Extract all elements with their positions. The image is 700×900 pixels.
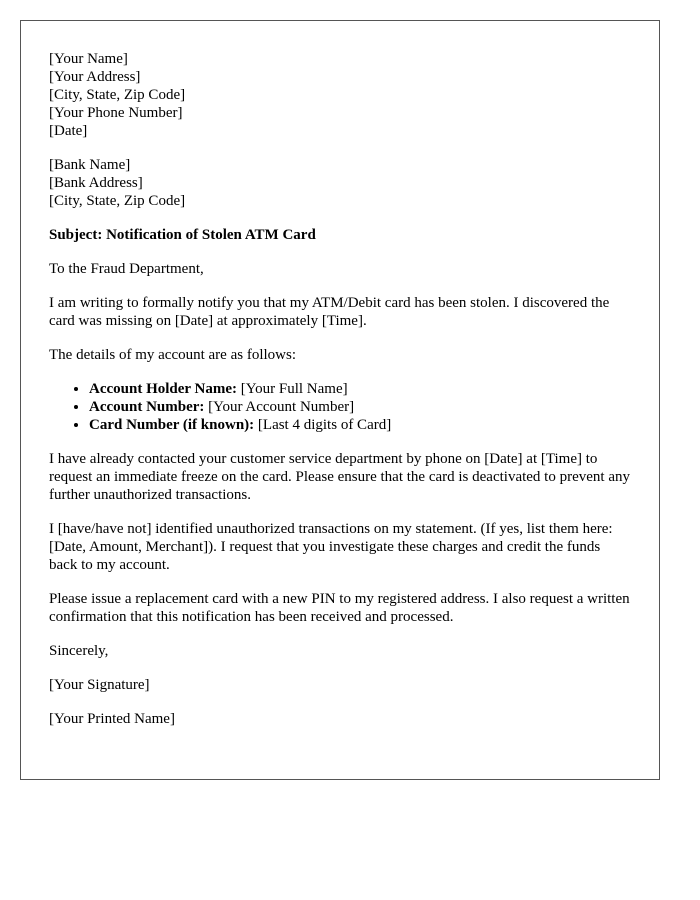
list-item bbox=[89, 416, 631, 434]
contact-paragraph: I have already contacted your customer service department by phone on [Date] at [Time] to request an immediate freeze on the card. Please ensure that the card is deactivated to prevent any further unauthorized transactions. bbox=[49, 451, 630, 503]
detail-label: Account Number: bbox=[89, 399, 205, 415]
sender-phone: [Your Phone Number] bbox=[49, 105, 183, 121]
recipient-block bbox=[49, 156, 631, 210]
intro-paragraph: I am writing to formally notify you that my ATM/Debit card has been stolen. I discovered the card was missing on [Date] at approximately [Time]. bbox=[49, 295, 610, 329]
list-item bbox=[89, 398, 631, 416]
transactions-paragraph: I [have/have not] identified unauthorized transactions on my statement. (If yes, list them here: [Date, Amount, Merchant]). I request that you investigate these charges and credit the funds back to my account. bbox=[49, 521, 613, 573]
detail-value: [Last 4 digits of Card] bbox=[254, 417, 392, 433]
replacement-paragraph: Please issue a replacement card with a new PIN to my registered address. I also request a written confirmation that this notification has been received and processed. bbox=[49, 591, 630, 625]
printed-name-line: [Your Printed Name] bbox=[49, 711, 175, 727]
bank-city-state-zip: [City, State, Zip Code] bbox=[49, 193, 186, 209]
sender-address: [Your Address] bbox=[49, 69, 141, 85]
detail-value: [Your Account Number] bbox=[204, 399, 355, 415]
signature-line: [Your Signature] bbox=[49, 677, 150, 693]
detail-label: Card Number (if known): bbox=[89, 417, 255, 433]
sender-city-state-zip: [City, State, Zip Code] bbox=[49, 87, 186, 103]
bank-address: [Bank Address] bbox=[49, 175, 143, 191]
salutation: To the Fraud Department, bbox=[49, 261, 204, 277]
list-item bbox=[89, 380, 631, 398]
letter-date: [Date] bbox=[49, 123, 88, 139]
valediction: Sincerely, bbox=[49, 643, 109, 659]
sender-name: [Your Name] bbox=[49, 51, 128, 67]
account-details-list bbox=[49, 380, 631, 434]
bank-name: [Bank Name] bbox=[49, 157, 131, 173]
sender-block bbox=[49, 50, 631, 140]
letter-document bbox=[20, 20, 660, 780]
detail-label: Account Holder Name: bbox=[89, 381, 238, 397]
detail-value: [Your Full Name] bbox=[237, 381, 348, 397]
details-intro-paragraph: The details of my account are as follows: bbox=[49, 347, 297, 363]
subject-line: Subject: Notification of Stolen ATM Card bbox=[49, 227, 316, 243]
